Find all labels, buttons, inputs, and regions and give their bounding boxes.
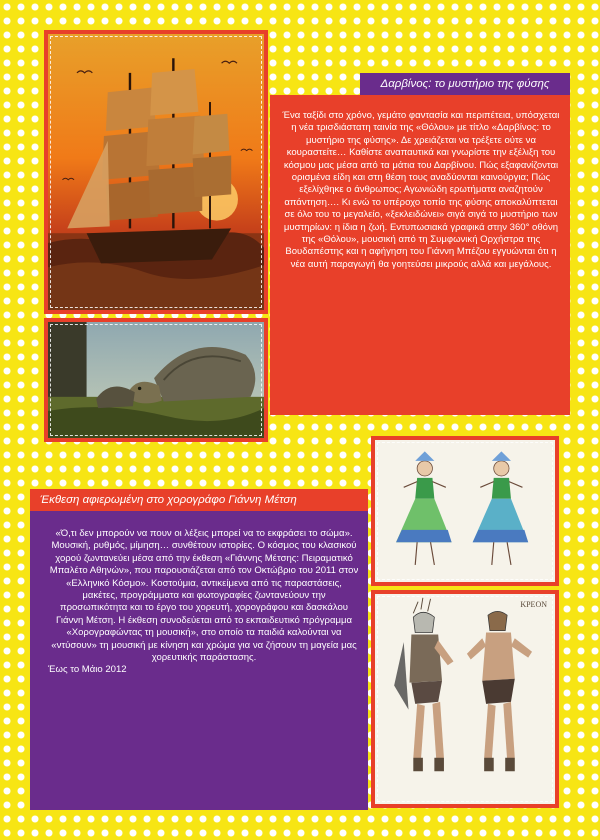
exhibit-dates: Έως το Μάιο 2012 <box>48 664 127 676</box>
turtles-image <box>44 318 268 442</box>
ship-illustration <box>48 34 264 310</box>
turtles-illustration <box>48 322 264 438</box>
exhibit-text: «Ό,τι δεν μπορούν να πουν οι λέξεις μπορεί να το εκφράσει το σώμα». Μουσική, ρυθμός, μίμηση… συνθέτουν ιστορίες. Ο κόσμος του κλασικού χορού ζωντανεύει μέσα από την έκθεση «Γιάννης Μέτσης: Πειραματικό Μπαλέτο Αθηνών», που παρουσιάζεται από τον Οκτώβριο του 2011 στον «Ελληνικό Κόσμο». Κοστούμια, αντικείμενα από τις παραστάσεις, μακέτες, προγράμματα και φωτογραφίες ζωντανεύουν την προσωπικότητα και το έργο του χορευτή, χορογράφου και δασκάλου Γιάννη Μέτση. Η έκθεση συνοδεύεται από το εκπαιδευτικό πρόγραμμα «Χορογραφώντας τη μουσική», στο οποίο τα παιδιά καλούνται να «ντύσουν» τη μουσική με κίνηση και χρώμα για να ζήσουν τη μαγεία μας χορευτικής παράστασης. <box>49 528 359 664</box>
exhibit-title: Έκθεση αφιερωμένη στο χορογράφο Γιάννη Μέτση <box>30 489 368 511</box>
warrior-sketch-illustration <box>375 594 555 804</box>
dress-sketch-illustration <box>375 440 555 582</box>
darwin-text: Ένα ταξίδι στο χρόνο, γεμάτο φαντασία και περιπέτεια, υπόσχεται η νέα τρισδιάστατη ταινία της «Θόλου» με τίτλο «Δαρβίνος: το μυστήριο της φύσης». Δε χρειάζεται να τρέξετε ούτε να κουραστείτε… Καθίστε αναπαυτικά και γνωρίστε την εξέλιξη του κόσμου μας μέσα από τα μάτια του Δαρβίνου. Πώς εξαφανίζονται ορισμένα είδη και στη θέση τους αναδύονται καινούργια; Πώς εξελίχθηκε ο άνθρωπος; Αγωνιώδη ερωτήματα αναζητούν απάντηση…. Κι ενώ το υπέροχο τοπίο της φύσης αποκαλύπτεται σε όλο του το μεγαλείο, «ξεκλειδώνει» σιγά σιγά το μυστήριο των μυστηρίων: η ίδια η ζωή. Εντυπωσιακά γραφικά στην 360° οθόνη της «Θόλου», μουσική από τη Συμφωνική Ορχήστρα της Βουδαπέστης και η αφήγηση του Γιάννη Μπέζου εγγυώνται ότι η νέα αυτή παραγωγή θα γοητεύσει μικρούς αλλά και μεγάλους. <box>282 110 560 270</box>
ship-image <box>44 30 268 314</box>
darwin-title: Δαρβίνος: το μυστήριο της φύσης <box>360 73 570 95</box>
costume-sketch-dresses <box>371 436 559 586</box>
costume-sketch-warriors <box>371 590 559 808</box>
exhibit-text-block <box>48 528 360 677</box>
sketch-label: ΚΡΕΟΝ <box>520 600 547 609</box>
